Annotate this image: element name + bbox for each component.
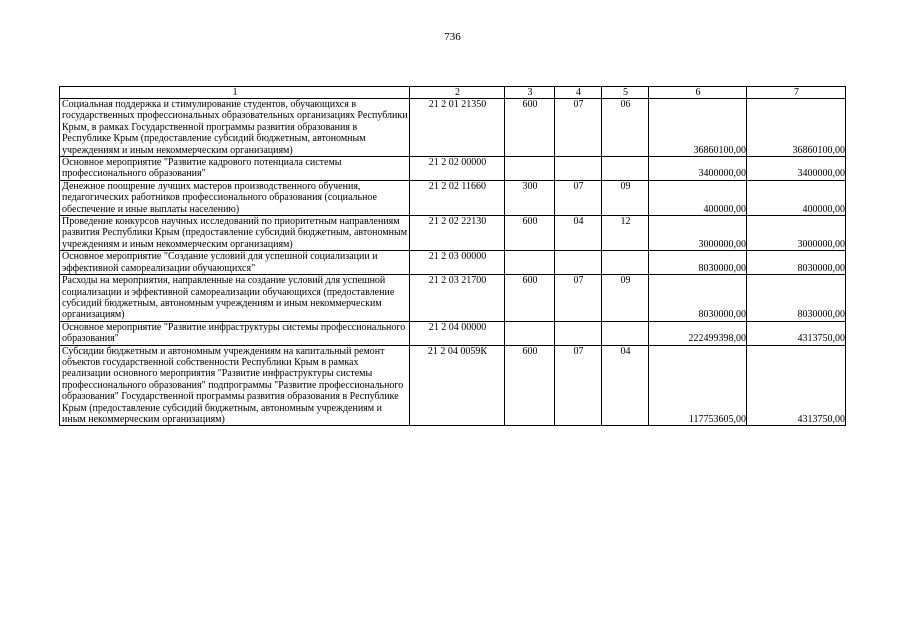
row-rz	[555, 251, 602, 275]
row-name: Социальная поддержка и стимулирование студентов, обучающихся в государственных профессиональных образовательных организациях Республики Крым, в рамках Государственной программы развития образования в Республике Крым (предоставление субсидий бюджетным, автономным учреждениям и иным некоммерческим организациям)	[60, 99, 410, 157]
table-row	[60, 251, 846, 275]
table-row	[60, 275, 846, 322]
table-row	[60, 216, 846, 251]
table-row	[60, 180, 846, 215]
table-row	[60, 345, 846, 426]
row-sum-1: 8030000,00	[649, 275, 747, 322]
row-pr: 09	[602, 180, 649, 215]
row-code: 21 2 04 0059К	[410, 345, 505, 426]
row-name: Основное мероприятие "Развитие инфраструктуры системы профессионального образования"	[60, 321, 410, 345]
header-row	[60, 87, 846, 99]
row-code: 21 2 01 21350	[410, 99, 505, 157]
header-col-5: 5	[602, 87, 649, 99]
row-sum-2: 36860100,00	[747, 99, 846, 157]
row-vr: 600	[505, 216, 555, 251]
row-name: Субсидии бюджетным и автономным учреждениям на капитальный ремонт объектов государственной собственности Республики Крым в рамках реализации основного мероприятия "Развитие инфраструктуры системы профессионального образования" подпрограммы "Развитие профессионального образования" Государственной программы развития образования в Республике Крым (предоставление субсидий бюджетным, автономным учреждениям и иным некоммерческим организациям)	[60, 345, 410, 426]
row-pr	[602, 251, 649, 275]
row-sum-1: 3000000,00	[649, 216, 747, 251]
row-name: Расходы на мероприятия, направленные на создание условий для успешной социализации и эффективной самореализации обучающихся (предоставление субсидий бюджетным, автономным учреждениям и иным некоммерческим организациям)	[60, 275, 410, 322]
row-sum-2: 400000,00	[747, 180, 846, 215]
table-row	[60, 321, 846, 345]
row-sum-2: 4313750,00	[747, 321, 846, 345]
row-code: 21 2 03 00000	[410, 251, 505, 275]
row-rz: 04	[555, 216, 602, 251]
row-pr	[602, 157, 649, 181]
header-col-2: 2	[410, 87, 505, 99]
row-name: Проведение конкурсов научных исследований по приоритетным направлениям развития Республики Крым (предоставление субсидий бюджетным, автономным учреждениям и иным некоммерческим организациям)	[60, 216, 410, 251]
header-col-7: 7	[747, 87, 846, 99]
row-sum-1: 8030000,00	[649, 251, 747, 275]
row-sum-2: 3400000,00	[747, 157, 846, 181]
row-sum-2: 4313750,00	[747, 345, 846, 426]
row-name: Основное мероприятие "Развитие кадрового потенциала системы профессионального образования"	[60, 157, 410, 181]
row-name: Основное мероприятие "Создание условий для успешной социализации и эффективной самореализации обучающихся"	[60, 251, 410, 275]
row-sum-2: 8030000,00	[747, 275, 846, 322]
row-code: 21 2 03 21700	[410, 275, 505, 322]
row-pr: 06	[602, 99, 649, 157]
row-vr	[505, 157, 555, 181]
row-pr: 09	[602, 275, 649, 322]
row-sum-1: 400000,00	[649, 180, 747, 215]
header-col-1: 1	[60, 87, 410, 99]
row-vr	[505, 251, 555, 275]
budget-table	[59, 86, 846, 426]
row-vr	[505, 321, 555, 345]
row-rz	[555, 157, 602, 181]
row-name: Денежное поощрение лучших мастеров производственного обучения, педагогических работников профессионального образования (социальное обеспечение и иные выплаты населению)	[60, 180, 410, 215]
row-sum-1: 222499398,00	[649, 321, 747, 345]
row-sum-2: 3000000,00	[747, 216, 846, 251]
row-sum-2: 8030000,00	[747, 251, 846, 275]
table-row	[60, 99, 846, 157]
header-col-6: 6	[649, 87, 747, 99]
table-row	[60, 157, 846, 181]
row-code: 21 2 02 22130	[410, 216, 505, 251]
row-vr: 600	[505, 345, 555, 426]
row-pr: 04	[602, 345, 649, 426]
row-sum-1: 117753605,00	[649, 345, 747, 426]
row-rz: 07	[555, 275, 602, 322]
page-number: 736	[444, 31, 461, 43]
row-sum-1: 3400000,00	[649, 157, 747, 181]
row-rz: 07	[555, 345, 602, 426]
row-rz: 07	[555, 99, 602, 157]
row-vr: 300	[505, 180, 555, 215]
header-col-4: 4	[555, 87, 602, 99]
row-code: 21 2 02 11660	[410, 180, 505, 215]
row-rz	[555, 321, 602, 345]
row-pr: 12	[602, 216, 649, 251]
row-code: 21 2 02 00000	[410, 157, 505, 181]
row-code: 21 2 04 00000	[410, 321, 505, 345]
row-rz: 07	[555, 180, 602, 215]
row-vr: 600	[505, 275, 555, 322]
row-pr	[602, 321, 649, 345]
header-col-3: 3	[505, 87, 555, 99]
row-vr: 600	[505, 99, 555, 157]
row-sum-1: 36860100,00	[649, 99, 747, 157]
